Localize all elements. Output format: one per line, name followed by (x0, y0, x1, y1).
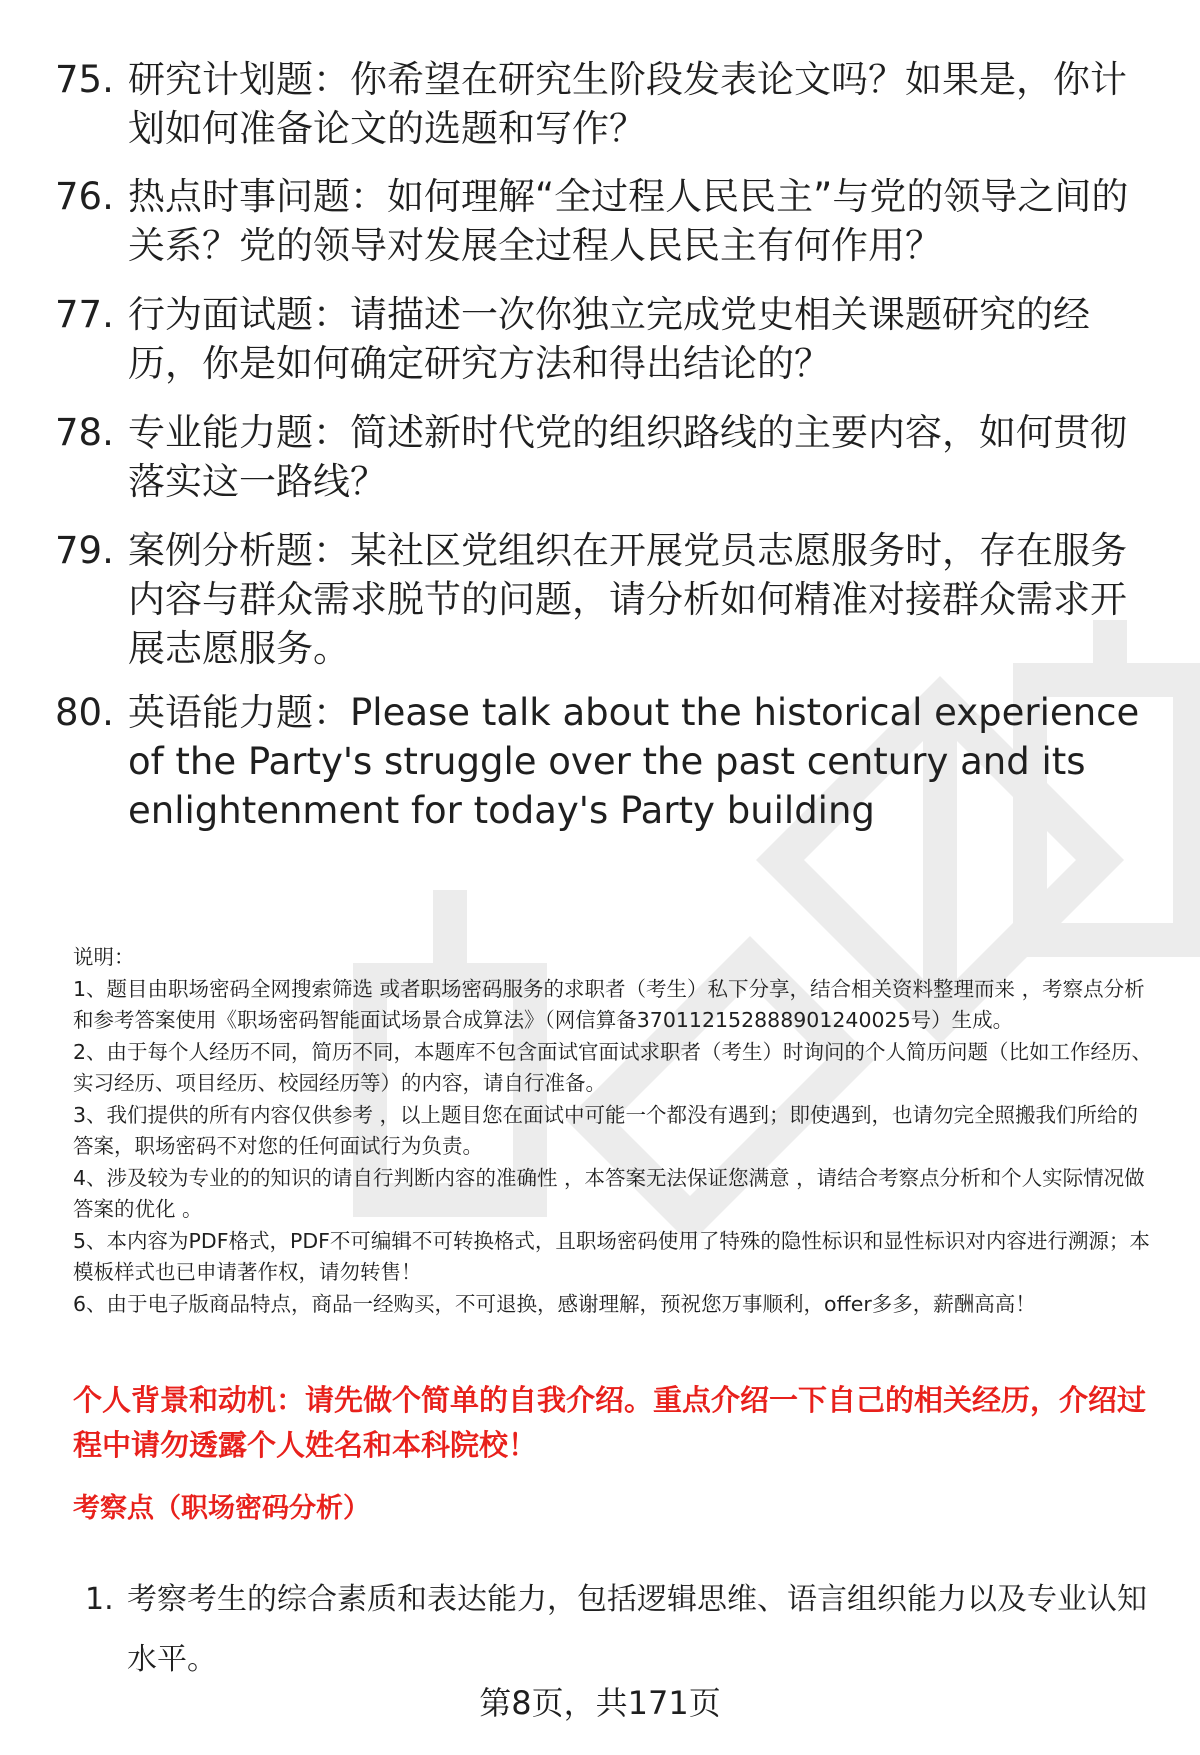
question-item-79 (55, 526, 1145, 673)
notes-item: 1、题目由职场密码全网搜索筛选 或者职场密码服务的求职者（考生）私下分享，结合相关资料整理而来 ，考察点分析和参考答案使用《职场密码智能面试场景合成算法》（网信算备370112152888901240025号）生成。 (73, 976, 1145, 1032)
notes-item: 3、我们提供的所有内容仅供参考 ，以上题目您在面试中可能一个都没有遇到；即使遇到，也请勿完全照搬我们所给的答案，职场密码不对您的任何面试行为负责。 (73, 1102, 1139, 1158)
analysis-point-number: 1. (85, 1582, 114, 1617)
question-text: 研究计划题：你希望在研究生阶段发表论文吗？如果是，你计划如何准备论文的选题和写作？ (128, 58, 1127, 150)
question-item-75 (55, 55, 1145, 153)
question-number: 76. (55, 175, 114, 218)
analysis-heading: 考察点（职场密码分析） (73, 1493, 370, 1524)
page-footer: 第8页，共171页 (479, 1684, 721, 1722)
question-item-80 (55, 688, 1145, 835)
notes-item: 6、由于电子版商品特点，商品一经购买，不可退换，感谢理解，预祝您万事顺利，offer多多，薪酬高高！ (73, 1291, 1036, 1316)
question-number: 80. (55, 691, 114, 734)
question-item-78 (55, 408, 1145, 506)
question-number: 77. (55, 293, 114, 336)
analysis-point-text: 考察考生的综合素质和表达能力，包括逻辑思维、语言组织能力以及专业认知水平。 (127, 1582, 1147, 1677)
notes-item: 2、由于每个人经历不同，简历不同，本题库不包含面试官面试求职者（考生）时询问的个人简历问题（比如工作经历、实习经历、项目经历、校园经历等）的内容，请自行准备。 (73, 1039, 1153, 1095)
analysis-point (85, 1570, 1155, 1690)
notes-title: 说明： (73, 945, 135, 969)
notes-item: 5、本内容为PDF格式，PDF不可编辑不可转换格式，且职场密码使用了特殊的隐性标识和显性标识对内容进行溯源；本模板样式也已申请著作权，请勿转售！ (73, 1228, 1150, 1284)
notes-item: 4、涉及较为专业的的知识的请自行判断内容的准确性 ，本答案无法保证您满意 ，请结合考察点分析和个人实际情况做答案的优化 。 (73, 1165, 1145, 1221)
disclaimer-notes (73, 942, 1153, 1320)
question-text: 专业能力题：简述新时代党的组织路线的主要内容，如何贯彻落实这一路线？ (128, 411, 1127, 503)
question-text: 案例分析题：某社区党组织在开展党员志愿服务时，存在服务内容与群众需求脱节的问题，请分析如何精准对接群众需求开展志愿服务。 (128, 529, 1127, 670)
question-text: 英语能力题：Please talk about the historical experience of the Party's struggle over the past century and its enlightenment for today's Party building (128, 691, 1140, 832)
question-text: 热点时事问题：如何理解“全过程人民民主”与党的领导之间的关系？党的领导对发展全过程人民民主有何作用？ (128, 175, 1129, 267)
featured-question: 个人背景和动机：请先做个简单的自我介绍。重点介绍一下自己的相关经历，介绍过程中请勿透露个人姓名和本科院校！ (73, 1383, 1147, 1462)
question-item-77 (55, 290, 1145, 388)
question-text: 行为面试题：请描述一次你独立完成党史相关课题研究的经历，你是如何确定研究方法和得出结论的？ (128, 293, 1090, 385)
question-number: 75. (55, 58, 114, 101)
question-item-76 (55, 172, 1145, 270)
question-number: 79. (55, 529, 114, 572)
question-number: 78. (55, 411, 114, 454)
